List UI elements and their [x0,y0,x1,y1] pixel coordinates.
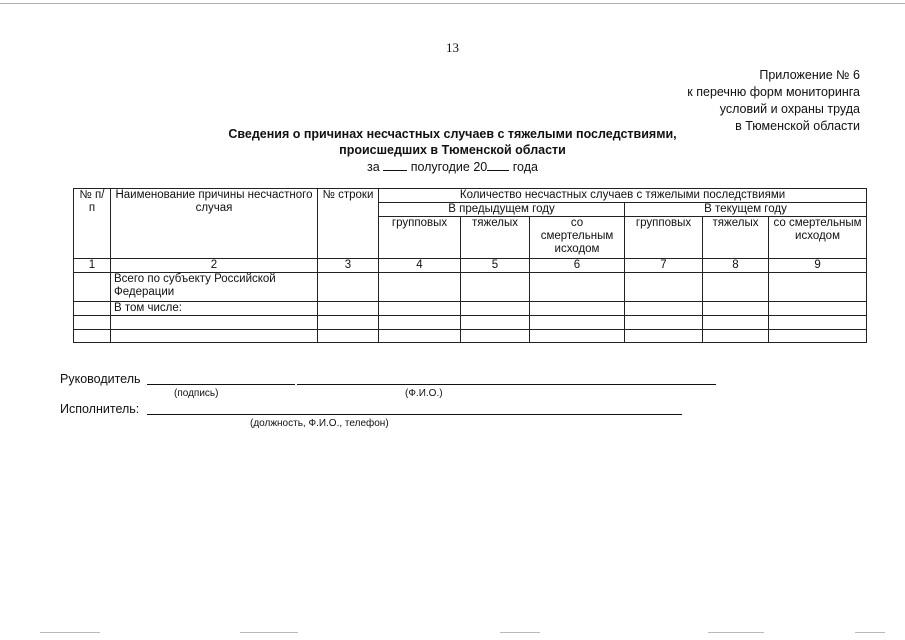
title-line-1: Сведения о причинах несчастных случаев с тяжелыми последствиями, [228,127,677,141]
appendix-line-1: Приложение № 6 [759,68,860,82]
appendix-line-4: в Тюменской области [735,119,860,133]
cell-value[interactable] [530,316,625,330]
colnum-1: 1 [74,259,111,273]
head-signature-line[interactable] [147,384,295,385]
header-curr-group: групповых [625,217,703,259]
colnum-4: 4 [379,259,461,273]
cell-num[interactable] [74,273,111,302]
header-prev-year: В предыдущем году [379,203,625,217]
executor-line[interactable] [147,414,682,415]
scan-artifact [40,632,100,633]
row-cause: Всего по субъекту Российской Федерации [111,273,318,302]
header-curr-severe: тяжелых [703,217,769,259]
table-row-total [74,273,867,302]
colnum-3: 3 [318,259,379,273]
cell-value[interactable] [703,330,769,343]
title-line-2: происшедших в Тюменской области [339,143,566,157]
period-half-blank[interactable] [383,159,407,171]
scan-artifact [855,632,885,633]
cell-value[interactable] [461,330,530,343]
colnum-5: 5 [461,259,530,273]
scan-top-border [0,3,905,4]
header-curr-fatal: со смертельным исходом [769,217,867,259]
cell-value[interactable] [530,330,625,343]
cell-row-no[interactable] [318,316,379,330]
colnum-8: 8 [703,259,769,273]
cell-value[interactable] [625,330,703,343]
head-name-line[interactable] [297,384,716,385]
page-number: 13 [446,40,459,55]
header-cause: Наименование причины несчастного случая [111,189,318,259]
head-sign-hint: (подпись) [174,388,219,399]
cell-value[interactable] [769,273,867,302]
row-cause[interactable] [111,316,318,330]
header-num: № п/п [74,189,111,259]
cell-value[interactable] [769,330,867,343]
reporting-period [0,159,905,174]
cell-value[interactable] [625,302,703,316]
colnum-6: 6 [530,259,625,273]
cell-num[interactable] [74,302,111,316]
header-count-group: Количество несчастных случаев с тяжелыми последствиями [379,189,867,203]
cell-value[interactable] [703,316,769,330]
cell-value[interactable] [379,330,461,343]
scan-artifact [240,632,298,633]
row-cause: В том числе: [111,302,318,316]
cell-value[interactable] [461,302,530,316]
colnum-2: 2 [111,259,318,273]
cell-value[interactable] [379,302,461,316]
header-row-no: № строки [318,189,379,259]
appendix-line-2: к перечню форм мониторинга [687,85,860,99]
scan-artifact [708,632,764,633]
cell-row-no[interactable] [318,302,379,316]
header-prev-severe: тяжелых [461,217,530,259]
header-prev-group: групповых [379,217,461,259]
row-cause[interactable] [111,330,318,343]
cell-value[interactable] [703,273,769,302]
cell-value[interactable] [461,273,530,302]
head-label: Руководитель [60,372,141,386]
cell-value[interactable] [461,316,530,330]
cell-num[interactable] [74,316,111,330]
cell-row-no[interactable] [318,330,379,343]
scan-artifact [500,632,540,633]
cell-value[interactable] [530,273,625,302]
period-year-blank[interactable] [487,159,509,171]
appendix-line-3: условий и охраны труда [719,102,860,116]
cell-value[interactable] [379,273,461,302]
cell-value[interactable] [769,316,867,330]
executor-label: Исполнитель: [60,402,140,416]
cell-value[interactable] [530,302,625,316]
period-prefix: за [367,160,380,174]
table-row-empty [74,316,867,330]
cell-value[interactable] [379,316,461,330]
header-curr-year: В текущем году [625,203,867,217]
table-row-including [74,302,867,316]
cell-value[interactable] [703,302,769,316]
period-middle: полугодие 20 [410,160,488,174]
colnum-7: 7 [625,259,703,273]
table-row-empty [74,330,867,343]
cell-value[interactable] [625,273,703,302]
cell-row-no[interactable] [318,273,379,302]
cell-num[interactable] [74,330,111,343]
header-prev-fatal: со смертельным исходом [530,217,625,259]
appendix-note [687,67,860,135]
document-title [0,126,905,158]
period-suffix: года [512,160,538,174]
accidents-table [73,188,867,343]
cell-value[interactable] [769,302,867,316]
executor-hint: (должность, Ф.И.О., телефон) [250,418,389,429]
head-name-hint: (Ф.И.О.) [405,388,443,399]
colnum-9: 9 [769,259,867,273]
cell-value[interactable] [625,316,703,330]
